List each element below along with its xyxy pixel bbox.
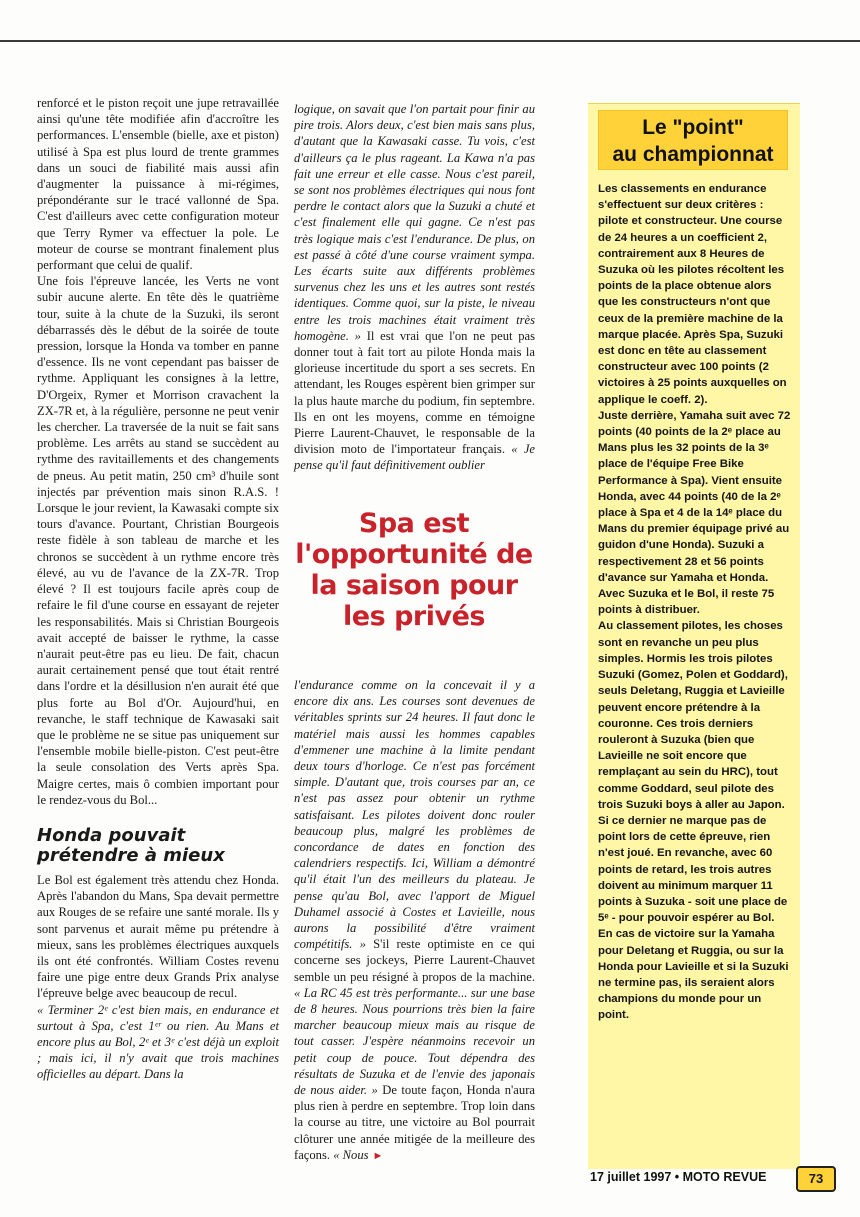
pull-quote-line: Spa est [358, 508, 470, 539]
paragraph: Une fois l'épreuve lancée, les Verts ne vont subir aucune alerte. En tête dès le quatrième tour, suite à la chute de la Suzuki, ils seront débarrassés dès le début de la soirée de toute pression, lorsque la Honda va tomber en panne d'essence. Ils ne vont cependant pas baisser de rythme. Appliquant les consignes à la lettre, D'Orgeix, Rymer et Morrison cravachent la ZX-7R et, à la régulière, personne ne peut venir les chercher. La traversée de la nuit se fait sans problème. Les arrêts au stand se succèdent au rythme des ravitaillements et des changements de pneus. Au petit matin, 250 cm³ d'huile sont injectés par prévention mais sinon R.A.S. ! Lorsque le jour revient, la Kawasaki compte six tours d'avance. Pourtant, Christian Bourgeois reste fidèle à son tableau de marche et les chronos se succèdent à un rythme encore très élevé, au vu de l'avance de la ZX-7R. Trop élevé ? Il est toujours facile après coup de refaire le fil d'une course en essayant de rejeter les responsabilités. Mais si Christian Bourgeois avait accepté de baisser le rythme, la casse n'aurait peut-être pas eu lieu. De fait, chacun aurait certainement pensé que tout était rentré dans l'ordre et la désillusion n'en aurait été que plus forte au Bol d'Or. Aujourd'hui, en revanche, le staff technique de Kawasaki sait que le problème ne se situe pas uniquement sur l'ensemble mobile bielle-piston. C'est peut-être la seule consolation des Verts après Spa. Maigre certes, mais ô combien important pour le rendez-vous du Bol... [37, 274, 279, 807]
pull-quote-line: la saison pour [310, 570, 518, 601]
top-rule [0, 40, 860, 42]
page-number: 73 [796, 1166, 836, 1192]
sidebar-title-line: Le "point" [642, 116, 744, 139]
pull-quote-line: l'opportunité de [295, 539, 533, 570]
article-column-1 [37, 95, 279, 1083]
paragraph: renforcé et le piston reçoit une jupe retravaillée ainsi qu'une tête modifiée afin d'accroître les performances. L'ensemble (bielle, axe et piston) utilisé à Spa est plus lourd de trente grammes dans un souci de fiabilité mais aussi afin d'augmenter la puissance à mi-régimes, prépondérante sur le tracé vallonné de Spa. C'est d'ailleurs avec cette configuration moteur que Terry Rymer va effectuer la pole. Le moteur de course se montrant finalement plus performant que celui de qualif. [37, 96, 279, 273]
quote-text: logique, on savait que l'on partait pour finir au pire trois. Alors deux, c'est bien mais sans plus, d'autant que la Kawasaki casse. Tu vois, c'est d'ailleurs ça le plus rageant. La Kawa n'a pas fait une erreur et elle casse. Nous c'est pareil, se sont nos problèmes électriques qui nous font perdre le contact alors que la Suzuki a chuté et c'est finalement elle qui gagne. Ce n'est pas très logique mais c'est l'endurance. De plus, on est passé à côté d'une course vraiment sympa. Les écarts suite aux différents problèmes survenus chez les uns et les autres sont restés identiques. Comme quoi, sur la piste, le niveau entre les trois machines était vraiment très homogène. » [294, 102, 535, 343]
sidebar-title-line: au championnat [612, 143, 774, 166]
sidebar-text [598, 181, 792, 1024]
article-column-2-top [294, 101, 535, 474]
article-column-2-bottom [294, 677, 535, 1164]
body-text: Il est vrai que l'on ne peut pas donner tout à fait tort au pilote Honda mais la glorieuse incertitude du sport a ses secrets. En attendant, les Rouges espèrent bien grimper sur la plus haute marche du podium, fin septembre. Ils en ont les moyens, comme en témoigne Pierre Laurent-Chauvet, le responsable de la division moto de l'importateur français. [294, 328, 536, 457]
sidebar-paragraph: Les classements en endurance s'effectuent sur deux critères : pilote et constructeur. Une course de 24 heures a un coefficient 2, contrairement aux 8 Heures de Suzuka où les pilotes récoltent les points de la place obtenue alors que les constructeurs n'ont que ceux de la première machine de la marque placée. Après Spa, Suzuki est donc en tête au classement constructeur avec 100 points (2 victoires à 25 points auxquelles on applique le coeff. 2). [598, 183, 787, 406]
quote-text: l'endurance comme on la concevait il y a encore dix ans. Les courses sont devenues de véritables sprints sur 24 heures. Il faut donc le matériel mais aussi les hommes capables d'emmener une machine à la limite pendant deux tours d'horloge. Ce n'est pas forcément simple. D'autant que, trois courses par an, ce n'est pas assez pour obtenir un rythme satisfaisant. Les pilotes doivent donc rouler beaucoup plus, malgré les problèmes de concordance de dates en fonction des calendriers respectifs. Ici, William a démontré qu'il était l'un des meilleurs du plateau. Je pense qu'au Bol, avec l'apport de Miguel Duhamel associé à Costes et Lavieille, nous aurons la possibilité d'être vraiment compétitifs. » [294, 678, 535, 952]
quote-text: « Nous [333, 1147, 369, 1162]
subheading: Honda pouvait prétendre à mieux [37, 824, 225, 866]
sidebar-title [598, 110, 788, 170]
body-text: De toute façon, Honda n'aura plus rien à perdre en septembre. Trop loin dans la course au titre, une victoire au Bol pourrait clôturer une année mitigée de la meilleure des façons. [294, 1083, 535, 1162]
sidebar-paragraph: Au classement pilotes, les choses sont en revanche un peu plus simples. Hormis les trois pilotes Suzuki (Gomez, Polen et Goddard), seuls Deletang, Ruggia et Lavieille peuvent encore prétendre à la couronne. Ces trois derniers rouleront à Suzuka (bien que Lavieille ne soit encore que remplaçant au sein du HRC), tout comme Goddard, seul pilote des trois Suzuki boys à aller au Japon. Si ce dernier ne marque pas de point lors de cette épreuve, rien n'est joué. En revanche, avec 60 points de retard, les trois autres doivent au minimum marquer 11 points à Suzuka - soit une place de 5ᵉ - pour pouvoir espérer au Bol. En cas de victoire sur la Yamaha pour Deletang et Ruggia, ou sur la Honda pour Lavieille et si la Suzuki ne termine pas, ils seraient alors champions du monde pour un point. [598, 620, 789, 1022]
quote-text: « Je pense qu'il faut définitivement oublier [294, 442, 535, 473]
red-arrow-icon: ► [372, 1149, 384, 1162]
quote-paragraph: « Terminer 2ᵉ c'est bien mais, en endurance et surtout à Spa, c'est 1ᵉʳ ou rien. Au Mans et encore plus au Bol, 2ᵉ et 3ᵉ c'est déjà un exploit ; mais ici, il n'y avait que trois machines officielles au départ. Dans la [37, 1002, 279, 1082]
paragraph: Le Bol est également très attendu chez Honda. Après l'abandon du Mans, Spa devait permettre aux Rouges de se refaire une santé morale. Ils y sont parvenus et aurait même pu prétendre à mieux, sans les problèmes électriques auxquels ils ont été confrontés. William Costes revenu faire une pige entre deux Grands Prix analyse l'épreuve belge avec beaucoup de recul. [37, 872, 279, 1001]
quote-text: « La RC 45 est très performante... sur une base de 8 heures. Nous pourrions très bien la faire marcher beaucoup mieux mais au risque de tout casser. J'espère néanmoins recevoir un petit coup de pouce. Tout dépendra des résultats de Suzuka et de l'envie des japonais de nous aider. » [294, 985, 535, 1098]
pull-quote [289, 508, 539, 632]
sidebar-paragraph: Avec Suzuka et le Bol, il reste 75 points à distribuer. [598, 588, 775, 617]
sidebar-paragraph: Juste derrière, Yamaha suit avec 72 points (40 points de la 2ᵉ place au Mans plus les 32 points de la 3ᵉ place de l'équipe Free Bike Performance à Spa). Vient ensuite Honda, avec 44 points (40 de la 2ᵉ place à Spa et 4 de la 14ᵉ place du Mans du premier équipage privé au guidon d'une Honda). Suzuki a respectivement 28 et 56 points d'avance sur Yamaha et Honda. [598, 409, 791, 584]
pull-quote-line: les privés [343, 601, 485, 632]
footer-date-magazine: 17 juillet 1997 • MOTO REVUE [590, 1170, 767, 1184]
body-text: S'il reste optimiste en ce qui concerne ses jockeys, Pierre Laurent-Chauvet semble un peu résigné à propos de la machine. [294, 937, 535, 984]
